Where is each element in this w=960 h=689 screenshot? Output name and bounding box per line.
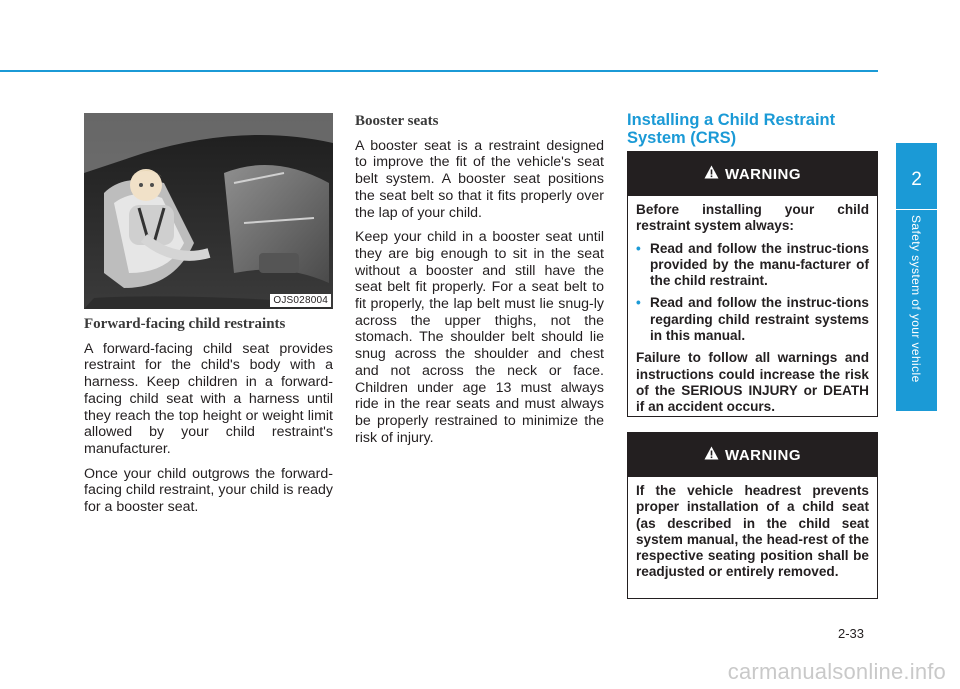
section-title: Installing a Child Restraint System (CRS)	[627, 111, 836, 147]
page-number: 2-33	[838, 626, 865, 641]
warning-header-1	[628, 152, 877, 196]
list-item	[636, 295, 869, 344]
forward-facing-heading: Forward-facing child restraints	[84, 316, 286, 332]
chapter-side-tab	[896, 143, 937, 411]
left-paragraph-2: Once your child outgrows the forward-facing child restraint, your child is ready for a booster seat.	[84, 465, 333, 516]
child-seat-photo	[84, 113, 333, 309]
list-item	[636, 241, 869, 290]
warning-header-2	[628, 433, 877, 477]
warning2-text: If the vehicle headrest prevents proper installation of a child seat (as described in the child seat system manual, the head-rest of the respective seating position shall be readjusted or entirely removed.	[636, 483, 869, 580]
warning-body-1	[628, 196, 877, 416]
middle-column	[355, 113, 604, 454]
chapter-number: 2	[911, 169, 922, 190]
warning-box-2	[627, 432, 878, 599]
warning-triangle-icon	[704, 165, 719, 183]
middle-paragraph-1: A booster seat is a restraint designed to improve the fit of the vehicle's seat belt system. A booster seat positions the seat belt so that it fits properly over the lap of your child.	[355, 137, 604, 221]
left-column	[84, 316, 333, 524]
booster-seats-heading: Booster seats	[355, 113, 439, 129]
photo-code: OJS028004	[270, 294, 331, 307]
warning-box-1	[627, 151, 878, 417]
middle-paragraph-2: Keep your child in a booster seat until they are big enough to sit in the seat without a booster and still have the seat belt fit properly. For a seat belt to fit properly, the lap belt must lie snug-ly across the upper thighs, not the stomach. The shoulder belt should lie snug across the shoulder and chest and not across the neck or face. Children under age 13 must always ride in the rear seats and must always be properly restrained to minimize the risk of injury.	[355, 229, 604, 446]
tab-divider	[896, 209, 937, 210]
left-paragraph-1: A forward-facing child seat provides restraint for the child's body with a harness. Keep children in a forward-facing child seat with a harness until they reach the top height or weight limit allowed by your child restraint's manufacturer.	[84, 340, 333, 457]
warning-label-2: WARNING	[725, 446, 801, 464]
chapter-label: Safety system of your vehicle	[909, 215, 923, 383]
photo-illustration	[84, 113, 333, 309]
footer-watermark: carmanualsonline.info	[727, 659, 946, 684]
warning1-bullets	[636, 241, 869, 345]
bullet-dot-icon: •	[636, 240, 641, 256]
warning-body-2	[628, 477, 877, 581]
bullet-text: Read and follow the instruc-tions provided by the manu-facturer of the child restraint.	[650, 240, 869, 289]
top-rule	[0, 70, 878, 72]
bullet-dot-icon: •	[636, 295, 641, 311]
warning-triangle-icon	[704, 446, 719, 464]
warning-label-1: WARNING	[725, 165, 801, 183]
bullet-text: Read and follow the instruc-tions regarding child restraint systems in this manual.	[650, 295, 869, 344]
warning1-intro: Before installing your child restraint system always:	[636, 202, 869, 234]
warning1-outro: Failure to follow all warnings and instructions could increase the risk of the SERIOUS INJURY or DEATH if an accident occurs.	[636, 350, 869, 415]
